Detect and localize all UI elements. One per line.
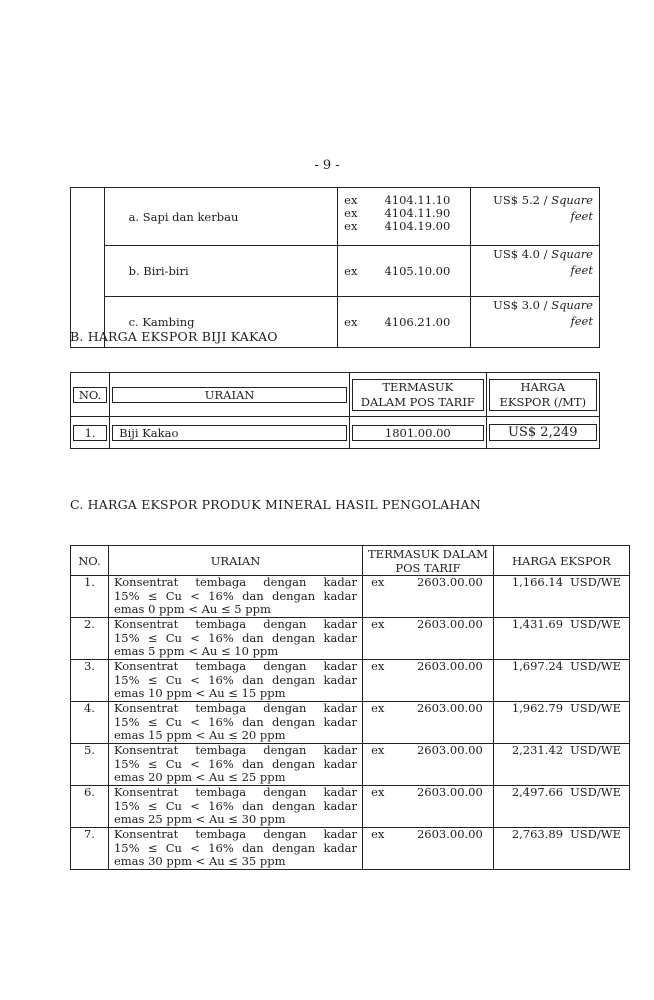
cell-no [71,417,110,449]
uraian-line-3: emas 30 ppm < Au ≤ 35 ppm [113,854,286,868]
header-uraian-label: URAIAN [112,387,347,403]
table-body [71,576,630,870]
price-cell [471,297,600,348]
price-unit: USD/WE [570,785,621,799]
pos-code: 2603.00.00 [416,827,483,841]
pos-code: 2603.00.00 [416,575,483,589]
pos-code: 4104.11.10 [384,193,451,207]
price-unit: USD/WE [570,659,621,673]
price-value: 1,962.79 [511,701,564,715]
uraian-line-1: Konsentrat tembaga dengan kadar [113,617,358,631]
cell-no: 3. [71,660,109,702]
header-pos-label: TERMASUK DALAM POS TARIF [352,379,484,411]
pos-code: 4105.10.00 [384,263,451,278]
table-row [71,576,630,618]
table-row [71,744,630,786]
ex-label: ex [344,219,358,233]
cell-pos [363,660,494,702]
row-uraian: Biji Kakao [112,425,347,441]
cell-harga [493,618,629,660]
price-unit: feet [570,314,593,328]
cell-harga [493,828,629,870]
price-cell [471,188,600,246]
price-unit: USD/WE [570,743,621,757]
header-no [71,373,110,417]
price-value: US$ 5.2 / [493,193,548,207]
pos-code: 2603.00.00 [416,701,483,715]
row-harga: US$ 2,249 [489,424,597,441]
cell-harga [493,786,629,828]
uraian-line-2: 15% ≤ Cu < 16% dan dengan kadar [113,714,358,729]
header-no: NO. [71,546,109,576]
ex-label: ex [371,659,385,673]
price-value: 2,231.42 [511,743,564,757]
uraian-line-1: Konsentrat tembaga dengan kadar [113,827,358,841]
blank-cell [71,188,105,348]
table-row [71,828,630,870]
cell-pos [363,576,494,618]
price-value: US$ 4.0 / [493,247,548,261]
cell-pos [363,828,494,870]
ex-label: ex [344,263,358,278]
uraian-line-3: emas 10 ppm < Au ≤ 15 ppm [113,686,286,700]
pos-code: 2603.00.00 [416,659,483,673]
mineral-export-price-table [70,545,630,870]
uraian-line-1: Konsentrat tembaga dengan kadar [113,743,358,757]
price-unit: feet [570,209,593,223]
price-unit: USD/WE [570,701,621,715]
price-unit: Square [551,193,593,207]
row-no: 1. [73,425,107,441]
header-harga-label: HARGA EKSPOR (/MT) [489,379,597,411]
uraian-line-2: 15% ≤ Cu < 16% dan dengan kadar [113,798,358,813]
cell-uraian [108,786,362,828]
ex-label: ex [371,743,385,757]
pos-code: 2603.00.00 [416,617,483,631]
ex-label: ex [371,785,385,799]
pos-cell [338,246,471,297]
cell-pos [363,618,494,660]
cell-uraian [110,417,350,449]
header-no-label: NO. [73,387,107,403]
ex-label: ex [371,827,385,841]
cell-uraian [108,744,362,786]
cell-pos [350,417,487,449]
uraian-line-3: emas 20 ppm < Au ≤ 25 ppm [113,770,286,784]
cocoa-export-price-table [70,372,600,449]
uraian-line-1: Konsentrat tembaga dengan kadar [113,701,358,715]
uraian-line-2: 15% ≤ Cu < 16% dan dengan kadar [113,588,358,603]
page-number: - 9 - [314,158,340,173]
cell-no: 1. [71,576,109,618]
price-value: US$ 3.0 / [493,298,548,312]
section-c-title: C. HARGA EKSPOR PRODUK MINERAL HASIL PENGOLAHAN [70,497,481,512]
header-uraian: URAIAN [108,546,362,576]
cell-no: 5. [71,744,109,786]
header-harga: HARGA EKSPOR [493,546,629,576]
pos-cell [338,188,471,246]
cell-no: 4. [71,702,109,744]
uraian-line-1: Konsentrat tembaga dengan kadar [113,575,358,589]
table-row [71,618,630,660]
cell-uraian [108,828,362,870]
uraian-line-2: 15% ≤ Cu < 16% dan dengan kadar [113,672,358,687]
uraian-line-3: emas 25 ppm < Au ≤ 30 ppm [113,812,286,826]
table-row [71,786,630,828]
price-value: 2,763.89 [511,827,564,841]
pos-code: 4104.19.00 [384,219,451,233]
price-unit: Square [551,247,593,261]
price-unit: USD/WE [570,617,621,631]
cell-uraian [108,702,362,744]
uraian-line-3: emas 0 ppm < Au ≤ 5 ppm [113,602,271,616]
uraian-line-3: emas 15 ppm < Au ≤ 20 ppm [113,728,286,742]
cell-pos [363,702,494,744]
ex-label: ex [371,575,385,589]
table-header-row [71,546,630,576]
table-header-row [71,373,600,417]
cell-uraian [108,660,362,702]
price-unit: USD/WE [570,575,621,589]
table-row [71,188,600,246]
price-unit: Square [551,298,593,312]
uraian-line-1: Konsentrat tembaga dengan kadar [113,785,358,799]
pos-code: 4104.11.90 [384,206,451,220]
section-b-title: B. HARGA EKSPOR BIJI KAKAO [70,329,278,344]
uraian-line-3: emas 5 ppm < Au ≤ 10 ppm [113,644,279,658]
cell-no: 6. [71,786,109,828]
cell-no: 7. [71,828,109,870]
table-row [71,417,600,449]
pos-code: 4106.21.00 [384,314,451,329]
price-unit: feet [570,263,593,277]
uraian-line-2: 15% ≤ Cu < 16% dan dengan kadar [113,756,358,771]
cell-harga [493,744,629,786]
ex-label: ex [344,206,358,220]
header-pos: TERMASUK DALAM POS TARIF [363,546,494,576]
header-uraian [110,373,350,417]
pos-code: 2603.00.00 [416,785,483,799]
pos-cell [338,297,471,348]
cell-harga [493,660,629,702]
cell-uraian [108,576,362,618]
row-pos: 1801.00.00 [352,425,484,441]
uraian-line-2: 15% ≤ Cu < 16% dan dengan kadar [113,630,358,645]
pos-code: 2603.00.00 [416,743,483,757]
price-value: 1,697.24 [511,659,564,673]
header-harga [486,373,599,417]
table-row [71,660,630,702]
price-cell [471,246,600,297]
cell-pos [363,786,494,828]
cell-harga [493,576,629,618]
uraian-line-2: 15% ≤ Cu < 16% dan dengan kadar [113,840,358,855]
row-label: a. Sapi dan kerbau [104,188,338,246]
cell-harga [493,702,629,744]
table-row [71,246,600,297]
cell-pos [363,744,494,786]
ex-label: ex [371,701,385,715]
ex-label: ex [344,314,358,329]
header-pos [350,373,487,417]
row-label: b. Biri-biri [104,246,338,297]
ex-label: ex [371,617,385,631]
price-value: 2,497.66 [511,785,564,799]
row-label: c. Kambing [104,297,338,348]
table-row [71,702,630,744]
hide-export-price-table [70,187,600,348]
price-value: 1,431.69 [511,617,564,631]
price-value: 1,166.14 [511,575,564,589]
cell-uraian [108,618,362,660]
cell-harga [486,417,599,449]
cell-no: 2. [71,618,109,660]
uraian-line-1: Konsentrat tembaga dengan kadar [113,659,358,673]
price-unit: USD/WE [570,827,621,841]
ex-label: ex [344,193,358,207]
